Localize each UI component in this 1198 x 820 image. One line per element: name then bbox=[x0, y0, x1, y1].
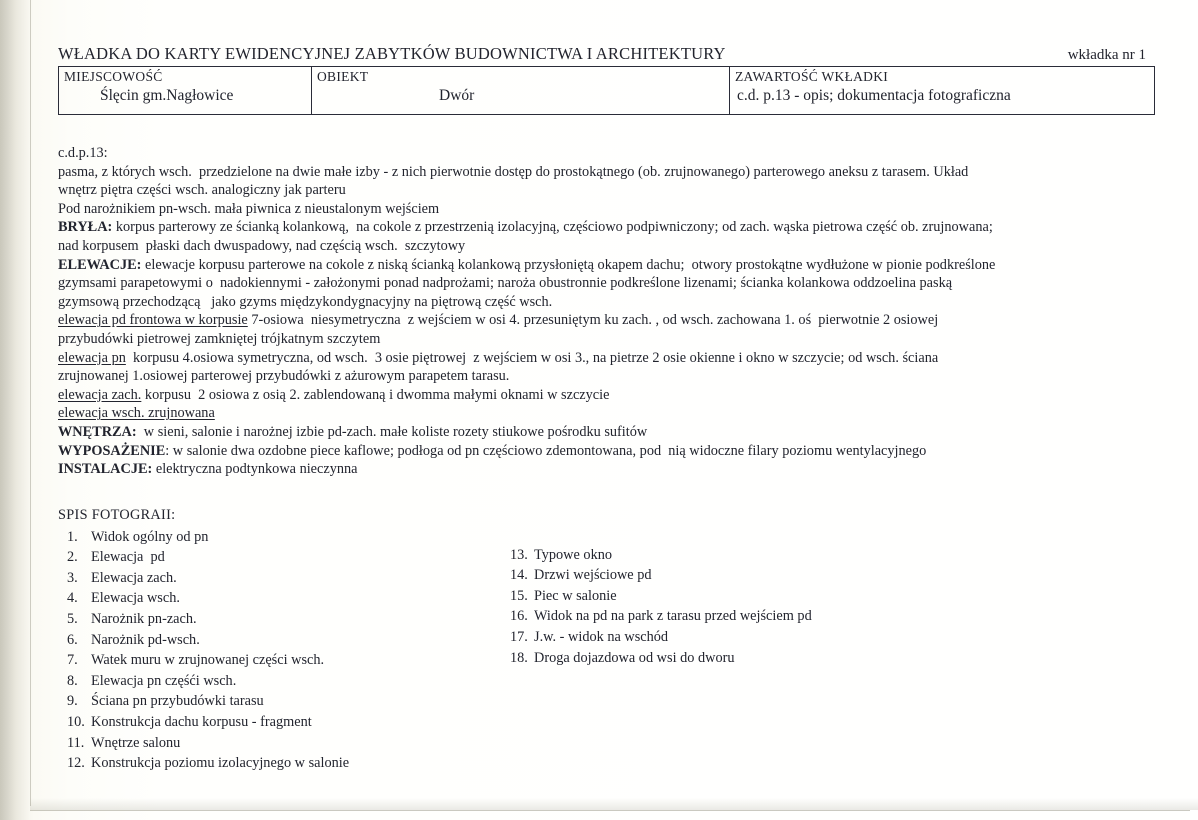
body-line: wnętrz piętra części wsch. analogiczny jak parteru bbox=[58, 182, 346, 199]
list-item bbox=[510, 648, 1070, 669]
section-instalacje bbox=[58, 460, 1168, 479]
page-title: WŁADKA DO KARTY EWIDENCYJNEJ ZABYTKÓW BUDOWNICTWA I ARCHITEKTURY bbox=[58, 44, 726, 63]
locality-value: Ślęcin gm.Nagłowice bbox=[100, 86, 234, 104]
wyposazenie-label: WYPOSAŻENIE bbox=[58, 442, 166, 459]
instalacje-text: elektryczna podtynkowa nieczynna bbox=[152, 461, 358, 478]
elevation-entry-pn bbox=[58, 349, 1168, 368]
list-item bbox=[67, 547, 497, 568]
list-item bbox=[67, 568, 497, 589]
list-item-number: 17. bbox=[510, 628, 528, 645]
list-item-label: Wnętrze salonu bbox=[91, 734, 181, 751]
list-item bbox=[67, 753, 497, 774]
list-item bbox=[67, 527, 497, 548]
bryla-line-2: nad korpusem płaski dach dwuspadowy, nad częścią wsch. szczytowy bbox=[58, 237, 466, 254]
table-cell-object bbox=[311, 67, 729, 114]
elevation-pn-line-2: zrujnowanej 1.osiowej parterowej przybudówki z ażurowym parapetem tarasu. bbox=[58, 368, 510, 385]
list-item-label: Elewacja pd bbox=[91, 549, 165, 566]
object-label: OBIEKT bbox=[317, 69, 369, 84]
list-item-label: Piec w salonie bbox=[534, 587, 617, 604]
elewacje-text: elewacje korpusu parterowe na cokole z niską ścianką kolankową przysłoniętą okapem dachu; otwory prostokątne wydłużone w pionie podkreślone bbox=[141, 256, 996, 273]
photo-list-section bbox=[58, 505, 1168, 774]
section-bryla bbox=[58, 218, 1168, 237]
metadata-table bbox=[58, 66, 1155, 115]
list-item-number: 9. bbox=[67, 693, 78, 710]
list-item-label: Elewacja pn częśći wsch. bbox=[91, 672, 237, 689]
elevation-entry-pd bbox=[58, 311, 1168, 330]
elevation-pn-heading: elewacja pn bbox=[58, 349, 126, 366]
list-item-number: 11. bbox=[67, 734, 85, 751]
continuation-marker: c.d.p.13: bbox=[58, 145, 108, 161]
insert-number: wkładka nr 1 bbox=[1067, 47, 1146, 63]
elevation-wsch-heading: elewacja wsch. zrujnowana bbox=[58, 405, 215, 422]
section-wnetrza bbox=[58, 423, 1168, 442]
elewacje-label: ELEWACJE: bbox=[58, 256, 142, 273]
list-item-label: Typowe okno bbox=[534, 546, 613, 563]
list-item-label: Elewacja zach. bbox=[91, 569, 177, 586]
section-elewacje bbox=[58, 256, 1168, 275]
elevation-entry-wsch bbox=[58, 404, 1168, 423]
list-item bbox=[67, 712, 497, 733]
list-item-label: J.w. - widok na wschód bbox=[534, 628, 669, 645]
body-line: Pod narożnikiem pn-wsch. mała piwnica z nieustalonym wejściem bbox=[58, 200, 440, 217]
locality-label: MIEJSCOWOŚĆ bbox=[64, 69, 163, 84]
bryla-label: BRYŁA: bbox=[58, 219, 113, 236]
list-item-number: 4. bbox=[67, 590, 78, 607]
photo-list-heading: SPIS FOTOGRAII: bbox=[58, 507, 176, 523]
list-item-number: 14. bbox=[510, 567, 528, 584]
list-item-label: Widok na pd na park z tarasu przed wejściem pd bbox=[534, 608, 812, 625]
list-item bbox=[67, 691, 497, 712]
list-item bbox=[67, 671, 497, 692]
list-item-number: 3. bbox=[67, 569, 78, 586]
list-item bbox=[510, 606, 1070, 627]
photo-list-columns bbox=[58, 527, 1168, 774]
elevation-entry-zach bbox=[58, 386, 1168, 405]
list-item bbox=[67, 630, 497, 651]
list-item-label: Narożnik pn-zach. bbox=[91, 610, 197, 627]
list-item-number: 2. bbox=[67, 549, 78, 566]
list-item-label: Droga dojazdowa od wsi do dworu bbox=[534, 649, 735, 666]
list-item-label: Ściana pn przybudówki tarasu bbox=[91, 693, 264, 710]
elevation-pd-text: 7-osiowa niesymetryczna z wejściem w osi 4. przesuniętym ku zach. , od wsch. zachowana 1. oś pierwotnie 2 osiowej bbox=[247, 312, 939, 329]
elewacje-line-3: gzymsową przechodzącą jako gzyms międzykondygnacyjny na piętrową część wsch. bbox=[58, 293, 553, 310]
wyposazenie-text: : w salonie dwa ozdobne piece kaflowe; podłoga od pn częściowo zdemontowana, pod nią widoczne filary poziomu wentylacyjnego bbox=[165, 442, 927, 459]
photo-list-left-column bbox=[58, 527, 497, 774]
list-item bbox=[510, 627, 1070, 648]
list-item-label: Elewacja wsch. bbox=[91, 590, 180, 607]
elewacje-line-2: gzymsami parapetowymi o nadokiennymi - założonymi ponad nadprożami; naroża obustronnie podkreślone lizenami; ścianka kolankowa oddzoelina paską bbox=[58, 275, 953, 292]
list-item-number: 7. bbox=[67, 652, 78, 669]
contents-value: c.d. p.13 - opis; dokumentacja fotograficzna bbox=[737, 86, 1011, 104]
list-item-label: Watek muru w zrujnowanej części wsch. bbox=[91, 652, 325, 669]
list-item bbox=[510, 586, 1070, 607]
list-item-number: 13. bbox=[510, 546, 528, 563]
elevation-zach-heading: elewacja zach. bbox=[58, 386, 142, 403]
list-item-label: Narożnik pd-wsch. bbox=[91, 631, 200, 648]
wnetrza-text: w sieni, salonie i narożnej izbie pd-zach. małe koliste rozety stiukowe pośrodku sufitów bbox=[136, 423, 648, 440]
list-item-number: 8. bbox=[67, 672, 78, 689]
list-item-number: 18. bbox=[510, 649, 528, 666]
list-item-number: 1. bbox=[67, 528, 78, 545]
list-item-number: 5. bbox=[67, 610, 78, 627]
photo-list-right-column bbox=[497, 527, 1070, 774]
elevation-pn-text: korpusu 4.osiowa symetryczna, od wsch. 3 osie piętrowej z wejściem w osi 3., na pietrze 2 osie okienne i okno w szczycie; od wsch. ściana bbox=[125, 349, 939, 366]
document-header bbox=[58, 44, 1158, 64]
list-item-label: Drzwi wejściowe pd bbox=[534, 567, 652, 584]
list-item bbox=[67, 588, 497, 609]
wnetrza-label: WNĘTRZA: bbox=[58, 423, 137, 440]
elevation-pd-line-2: przybudówki pietrowej zamkniętej trójkatnym szczytem bbox=[58, 330, 381, 347]
object-value: Dwór bbox=[439, 86, 475, 104]
list-item-number: 10. bbox=[67, 713, 85, 730]
table-cell-contents bbox=[729, 67, 1154, 114]
table-cell-locality bbox=[59, 67, 311, 114]
list-item-number: 16. bbox=[510, 608, 528, 625]
list-item bbox=[67, 733, 497, 754]
list-item bbox=[67, 650, 497, 671]
list-item-label: Widok ogólny od pn bbox=[91, 528, 209, 545]
list-item-number: 6. bbox=[67, 631, 78, 648]
elevation-zach-text: korpusu 2 osiowa z osią 2. zablendowaną i dwomma małymi oknami w szczycie bbox=[141, 386, 610, 403]
list-item-label: Konstrukcja poziomu izolacyjnego w salonie bbox=[91, 755, 350, 772]
list-item-number: 15. bbox=[510, 587, 528, 604]
description-body bbox=[58, 144, 1168, 479]
list-item-label: Konstrukcja dachu korpusu - fragment bbox=[91, 713, 312, 730]
list-item bbox=[510, 565, 1070, 586]
bryla-text: korpus parterowy ze ścianką kolankową, na cokole z przestrzenią izolacyjną, częściowo podpiwniczony; od zach. wąska pietrowa część ob. zrujnowana; bbox=[112, 219, 993, 236]
section-wyposazenie bbox=[58, 442, 1168, 461]
elevation-pd-heading: elewacja pd frontowa w korpusie bbox=[58, 312, 248, 329]
contents-label: ZAWARTOŚĆ WKŁADKI bbox=[735, 69, 889, 84]
instalacje-label: INSTALACJE: bbox=[58, 461, 153, 478]
list-item bbox=[67, 609, 497, 630]
list-item bbox=[510, 545, 1070, 566]
body-line: pasma, z których wsch. przedzielone na dwie małe izby - z nich pierwotnie dostęp do prostokątnego (ob. zrujnowanego) parterowego aneksu z tarasem. Układ bbox=[58, 163, 969, 180]
list-item-number: 12. bbox=[67, 755, 85, 772]
